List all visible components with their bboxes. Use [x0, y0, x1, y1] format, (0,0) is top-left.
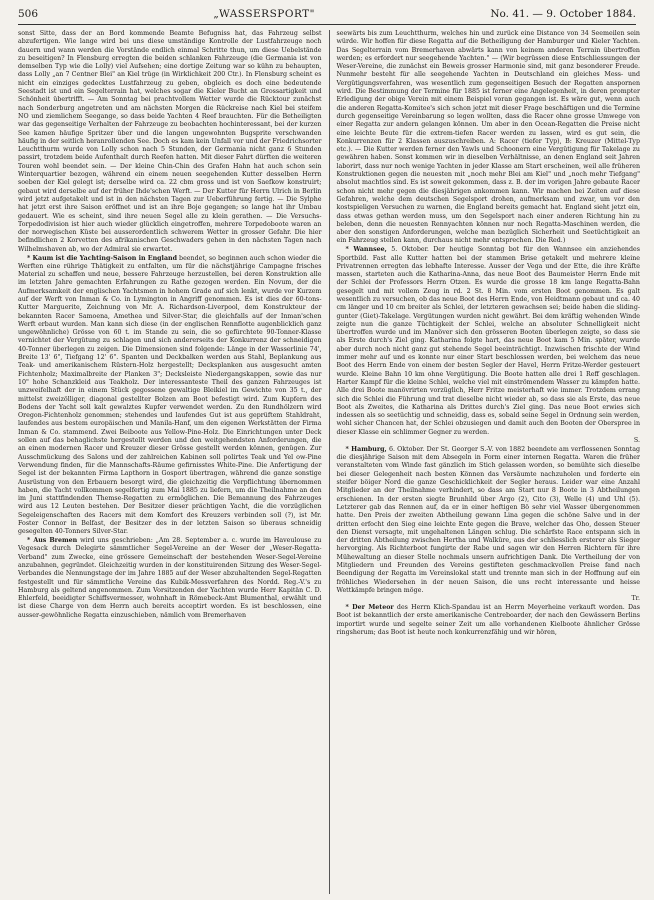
article-wannsee-heading: * Wannsee,	[345, 246, 387, 254]
article-meteor-body: des Herrn Klich-Spandau ist an Herrn Meyerheine verkauft worden. Das Boot ist bekanntlich der erste amerikanische Centreboarder, der nach den Gewässern Berlins importirt wurde und segelte seiner Zeit um alle vorhandenen Kielboote ähnlicher Grösse ringsherum; das Boot ist heute noch konkurrenzfähig und wir hören,	[336, 603, 640, 636]
article-england-heading: * Kaum ist die Yachting-Saison in England	[27, 254, 178, 262]
article-england	[18, 255, 322, 537]
page-number: 506	[18, 8, 39, 20]
article-bremen-heading: * Aus Bremen	[27, 537, 78, 545]
article-hamburg	[337, 446, 641, 595]
page-header	[18, 8, 636, 25]
article-wannsee-body: 5. Oktober. Der heutige Sonntag bot für den Wannsee ein anziehendes Sportbild. Fast alle Kutter hatten bei der stammen Brise getakelt und mehrere kleine Privatrennen erregten das lebhafte Interesse. Ausser der Vega und der Ette, die ihre Kräfte massen, starteten auch die Katharina-Anna, das neue Boot des Baumeister Herrn Ende mit der Schlei der Professors Herrn Otzen. Es wurde die grosse 18 km lange Regatta-Bahn gesegelt und mit vollem Zeug in rd. 2 St. 8 Min. vom ersten Boot genommen. Es galt wesentlich zu versuchen, ob das neue Boot des Herrn Ende, von Heidtmann gebaut und ca. 40 cm länger und 10 cm breiter als Schlei, der letzteren gewachsen sei; beide haben die sliding-gunter (Giet)-Takelage. Vergütungen wurden nicht gewährt. Bei dem kräftig wehenden Winde zeigte nun die ganze Tüchtigkeit der Schlei, welche an absoluter Schnelligkeit nicht übertroffen wurde und im Manöver sich den grösseren Booten überlegen zeigte, so dass sie als Erste durch's Ziel ging. Katharina folgte hart, das neue Boot kam 5 Min. später, wurde aber durch noch nicht ganz gut stehende Segel beeinträchtigt. Inzwischen frischte der Wind immer mehr auf und es konnte nur einer Start beschlossen werden, bei welchem das neue Boot des Herrn Ende von einem der besten Segler der Havel, Herrn Fritze-Werder gesteuert wurde. Kleine Bahn 10 km ohne Vergütigung. Die Boote hatten alle drei 1 Reff geschlagen. Harter Kampf für die kleine Schlei, welche viel mit einströmendem Wasser zu kämpfen hatte. Alle drei Boote manövrirten vorzüglich, Herr Fritze meisterhaft wie immer. Trotzdem errang sich die Schlei die Führung und trat dieselbe nicht wieder ab, so dass sie als Erste, das neue Boot als Zweites, die Katharina als Drittes durch's Ziel ging. Das neue Boot erwies sich indessen als so seetüchtig und schneidig, dass es, sobald seine Segel in Ordnung sein werden, wohl sicher Chancen hat, der Schlei obzusiegen und damit auch den Booten der Oberspree in dieser Klasse ein schlimmer Gegner zu werden.	[336, 246, 640, 436]
article-wannsee	[337, 246, 641, 437]
article-hamburg-signature: Tr.	[631, 595, 640, 603]
left-column	[18, 30, 330, 894]
article-bremen-body: wird uns geschrieben: „Am 28. September a. c. wurde im Haveulouse zu Vegesack durch Delegirte sämmtlicher Segel-Vereine an der Weser der „Weser-Regatta-Verband" zum Zwecke, eine grössere Gemeinschaft der bestehenden Weser-Segel-Vereine anzubahnen, gegründet. Gleichzeitig wurden in der konstituirenden Sitzung des Weser-Segel-Verbandes die Nennungstage der im Jahre 1885 auf der Weser abzuhaltenden Segel-Regatten festgestellt und für sämmtliche Vereine das Kubik-Messverfahren des Nordd. Reg.-V.'s zu Hamburg als geltend angenommen. Zum Vorsitzenden der Yachten wurde Herr Kapitän C. D. Ehlerfeld, beeidigter Schiffsvermesser, wohnhaft in Römebeck-Amt Blumenthal, erwählt und ist diese Charge von dem Herrn auch bereits acceptirt worden. Es ist beschlossen, eine ausser-gewöhnliche Regatta einzuschieben, nämlich vom Bremerhaven	[18, 537, 322, 619]
issue-info: No. 41. — 9. October 1884.	[490, 8, 636, 20]
right-column	[330, 30, 641, 894]
text-columns	[18, 30, 640, 894]
article-hamburg-body: 6. Oktober. Der St. Georger S.-V. von 1882 beendete am verflossenen Sonntag die diesjährige Saison mit dem Absegeln in Form einer internen Regatta. Waren die früher veranstalteten vom Winde fast gänzlich im Stich gelassen worden, so bemühte sich dieselbe bei dieser Gelegenheit nach besten Können das Versäumte nachzuholen und forderte ein steifer böiger Nord die ganze Geschicklichkeit der Segler heraus. Leider war eine Anzahl Mitglieder an der Theilnahme verhindert, so dass am Start nur 8 Boote in 3 Abtheilungen erschienen. In der ersten siegte Brunhild über Argo (2), Cito (3), Welle (4) und Uhl (5). Letzterer gab das Rennen auf, da er in einer heftigen Bö sehr viel Wasser übergenommen hatte. Den Preis der zweiten Abtheilung gewann Lina gegen die schöne Salve und in der dritten erfocht den Sieg eine leichte Ente gegen die Brave, welcher das Oho, dessen Steuer den Dienst versagte, mit ungehaltenen Längen schlug. Die schärfste Race entspann sich in der dritten Abtheilung zwischen Hertha und Walküre, aus der schliesslich ersterer als Sieger hervorging. Als Richterboot fungirte der Rabe und sagen wir den Herren Richtern für ihre Mühewaltung an dieser Stelle nochmals unsern aufrichtigen Dank. Die Vertheilung der von Mitgliedern und Freunden des Vereins gestifteten geschmackvollen Preise fand nach Beendigung der Regatta im Vereinslokal statt und trennte man sich in der Hoffnung auf ein fröhliches Wiedersehen in der neuen Saison, die uns recht interessante und heisse Wettkämpfe bringen möge.	[336, 445, 640, 594]
article-bremen-continuation: seewärts bis zum Leuchtthurm, welches hin und zurück eine Distance von 34 Seemeilen sein würde. Wir hoffen für diese Regatta auf die Betheiligung der Hamburger und Kieler Yachten. Das Segelterrain vom Bremerhaven abwärts kann von keinem anderen Terrain übertroffen werden; es erfordert nur seegehende Yachten." — (Wir begrüssen diese Entschliessungen der Weser-Vereine, die zunächst ein Beweis grosser Harmonie sind, mit ganz besonderer Freude. Nunmehr besteht für alle seegehende Yachten in Deutschland ein gleiches Mess- und Vergütigungsverfahren, was wesentlich zum gegenseitigen Besuch der Regatten anspornen wird. Die Bestimmung der Termine für 1885 ist ferner eine Angelegenheit, in deren prompter Erledigung der obige Verein mit einem Beispiel voran gegangen ist. Es wäre gut, wenn auch die anderen Regatta-Komitee's sich schon jetzt mit dieser Frage beschäftigen und die Termine durch gegenseitige Vereinbarung so legen wollten, dass die Racer ohne grosse Umwege von einer Regatta zur andern gelangen können. Um aber in den Ocean-Regatten die Preise nicht eine leichte Beute für die extrem-tiefen Racer werden zu lassen, wird es gut sein, die Konkurrenzen für 2 Klassen auszuschreiben. A: Racer (tiefer Typ), B: Kreuzer (Mittel-Typ etc.). — Die Kutter werden ferner den Yawls und Schoonern eine Vergütigung für Takelage zu gewähren haben. Sonst kommen wir in dieselben Verhältnisse, an denen England seit Jahren laborirt, dass nur noch wenige Yachten in jeder Klasse am Start erscheinen, weil alle früheren Konstruktionen gegen die neuesten mit „noch mehr Blei am Kiel" und „noch mehr Tiefgang" absolut machtlos sind. Es ist soweit gekommen, dass z. B. der im vorigen Jahre gebaute Racer schon nicht mehr gegen die diesjährigen ankommen kann. Wir machen bei Zeiten auf diese Gefahren, welche dem deutschen Segelsport drohen, aufmerksam und zwar, um vor den kostspieligen Versuchen zu warnen, die England bereits gemacht hat. England sieht jetzt ein, dass etwas gethan werden muss, um den Segelsport nach einer anderen Richtung hin zu beleben, denn die neuesten Rennyachten können nur noch Regatta-Maschinen werden, die aber den sonstigen Anforderungen, welche man bezüglich Sicherheit und Seetüchtigkeit an ein Fahrzeug stellen kann, durchaus nicht mehr entsprechen. Die Red.)	[336, 30, 640, 245]
article-kiel-continuation: sonst Sitte, dass der an Bord kommende Beamte Befugniss hat, das Fahrzeug selbst abzufertigen. Wie lange wird bei uns diese umständige Kontrolle der Lustfahrzeuge noch dauern und wann werden die Vorstände endlich einmal Schritte thun, um diese Uebelstände zu beseitigen? In Flensburg erregten die beiden schlanken Fahrzeuge (die Germania ist von demselben Typ wie die Lolly) viel Aufsehen; eine dortige Zeitung war so kühn zu behaupten, dass Lolly „an 7 Centner Blei" an Kiel trüge (in Wirklichkeit 200 Ctr.). In Flensburg scheint es nicht ein einziges gedecktes Lustfahrzeug zu geben, obgleich es doch eine bedeutende Seestadt ist und ein Segelterrain hat, welches sogar die Kieler Bucht an Grossartigkeit und Schönheit übertrifft. — Am Sonntag bei prachtvollem Wetter wurde die Rücktour zunächst nach Sonderburg angetreten und am nächsten Morgen die Rückreise nach Kiel bei steifem NO und ziemlichem Seegange, so dass beide Yachten 4 Reef brauchten. Für die Betheiligten war das gegenseitige Verhalten der Fahrzeuge zu beobachten hochinteressant, bei der kurzen See kamen häufige Spritzer über und die langen ungewohnten Bugsprite verschwanden häufig in der seitlich heranrollenden See. Doch es kam kein Unfall vor und der Friedrichsorter Leuchtthurm wurde von Lolly schon nach 5 Stunden, der Germania nicht ganz 6 Stunden passirt, trotzdem beide Aufenthalt durch Reefen hatten. Mit dieser Fahrt dürften die weiteren Touren wohl beendet sein. — Der kleine Chin-Chin des Grafen Hahn hat auch schon sein Winterquartier bezogen, während ein einem neuen seegehenden Kutter desselben Herrn soeben der Kiel gelegt ist; derselbe wird ca. 22 cbm gross und ist von Saefkow konstruirt; gebaut wird derselbe auf der früher Ihde'schen Werft. — Der Kutter für Herrn Ulrich in Berlin wird jetzt aufgetakelt und ist in den nächsten Tagen zur Ueberführung fertig. — Die Sylphe hat jetzt erst ihre Saison eröffnet und ist an ihre Boje gegangen; so lange hat ihr Umbau gedauert. Wie es scheint, sind ihre neuen Segel alle zu klein gerathen. — Die Versuchs-Torpedodivision ist hier auch wieder glücklich eingetroffen, mehrere Torpedoboote waren an der norwegischen Küste bei ausserordentlich schwerem Wetter in grosser Gefahr. Die hier befindlichen 2 Korvetten des afrikanischen Geschwaders gehen in den nächsten Tagen nach Wilhelmshaven ab, wo der Admiral sie erwartet.	[18, 30, 322, 253]
article-wannsee-signature: S.	[633, 437, 640, 445]
article-meteor	[337, 604, 641, 637]
article-hamburg-heading: * Hamburg,	[345, 445, 387, 453]
article-meteor-heading: * Der Meteor	[345, 603, 394, 611]
journal-title: „WASSERSPORT"	[213, 8, 316, 20]
article-bremen	[18, 537, 322, 620]
article-england-body: beendet, so beginnen auch schon wieder die Werften eine rührige Thätigkeit zu entfalten, um für die nächstjährige Campagne frisches Material zu schaffen und neue, bessere Fahrzeuge herzustellen, bei deren Konstruktion alle im letzten Jahre gemachten Erfahrungen zu Rathe gezogen werden. Ein Novum, der die Aufmerksamkeit der englischen Yachtsmen in hohem Grade auf sich lenkt, wurde vor Kurzem auf der Werft von Inman & Co. in Lymington in Angriff genommen. Es ist dies der 60-tons-Kutter Marguerite, Zeichnung von Mr. A. Richardson-Liverpool, dem Konstrukteur der bekannten Racer Samoena, Amethea und Silver-Star, die gleichfalls auf der Inman'schen Werft erbaut wurden. Man kann sich diese (in der englischen Rennflotte augenblicklich ganz ungewöhnliche) Grösse von 60 t. im Stande zu sein, die so gefürchtete 90-Tonner-Klasse vernichtet der Vergütung zu schlagen und sich andererseits der Konkurrenz der schneidigen 40-Tonner überlegen zu zeigen. Die Dimensionen sind folgende: Länge in der Wasserlinie 74', Breite 13' 6", Tiefgang 12' 6". Spanten und Deckbalken werden aus Stahl, Beplankung aus Teak- und amerikanischem Rüstern-Holz hergestellt; Decksplanken aus ausgesucht amten Fichtenholz; Maximalbreite der Planken 3"; Decksleiste Niedergangskappen, sowie das nur 10" hohe Schanzkleid aus Teakholz. Der interessanteste Theil des ganzen Fahrzeuges ist unzweifelhaft der in einem Stück gegossene gewaltige Bleikiel im Gewichte von 35 t., der mittelst zweizölliger, diagonal gestellter Bolzen am Boot befestigt wird. Zum Kupfern des Bodens der Yacht soll kalt gewalztes Kupfer verwendet werden. Zu den Rundhölzern wird Oregon-Fichtenholz genommen; stehendes und laufendes Gut ist aus geprüftem Stahldraht, laufendes aus bestem europäischen und Manila-Hanf, um den eigenen Werkstätten der Firma Inman & Co. stammend. Zwei Beiboote aus Yellow-Pine-Holz. Die Einrichtungen unter Deck sollen auf das behaglichste hergestellt werden und den weitgehendsten Anforderungen, die an einen modernen Racer und Kreuzer dieser Grösse gestellt werden können, genügen. Zur Ausschmückung des Salons und der zahlreichen Kabinen soll polirtes Teak und Yel ow-Pine Verwendung finden, für die Mannschafts-Räume gefirnisstes White-Pine. Die Anfertigung der Segel ist der bekannten Firma Lapthorn in Gosport übertragen, während die ganze sonstige Ausrüstung von den Erbauern besorgt wird, die gleichzeitig die Verpflichtung übernommen haben, die Yacht vollkommen segelfertig zum Mai 1885 zu liefern, um die Theilnahme an den im Juni stattfindenden Themse-Regatten zu ermöglichen. Die Bemannung des Fahrzeuges wird aus 12 Leuten bestehen. Der Besitzer dieser prächtigen Yacht, die die vorzüglichen Segeleigenschaften des Racers mit dem Komfort des Kreuzers verbinden soll (?), ist Mr. Foster Connor in Belfast, der Besitzer des in der letzten Saison so überaus schneidig gesegelten 40-Tonners Silver-Star.	[18, 254, 322, 536]
